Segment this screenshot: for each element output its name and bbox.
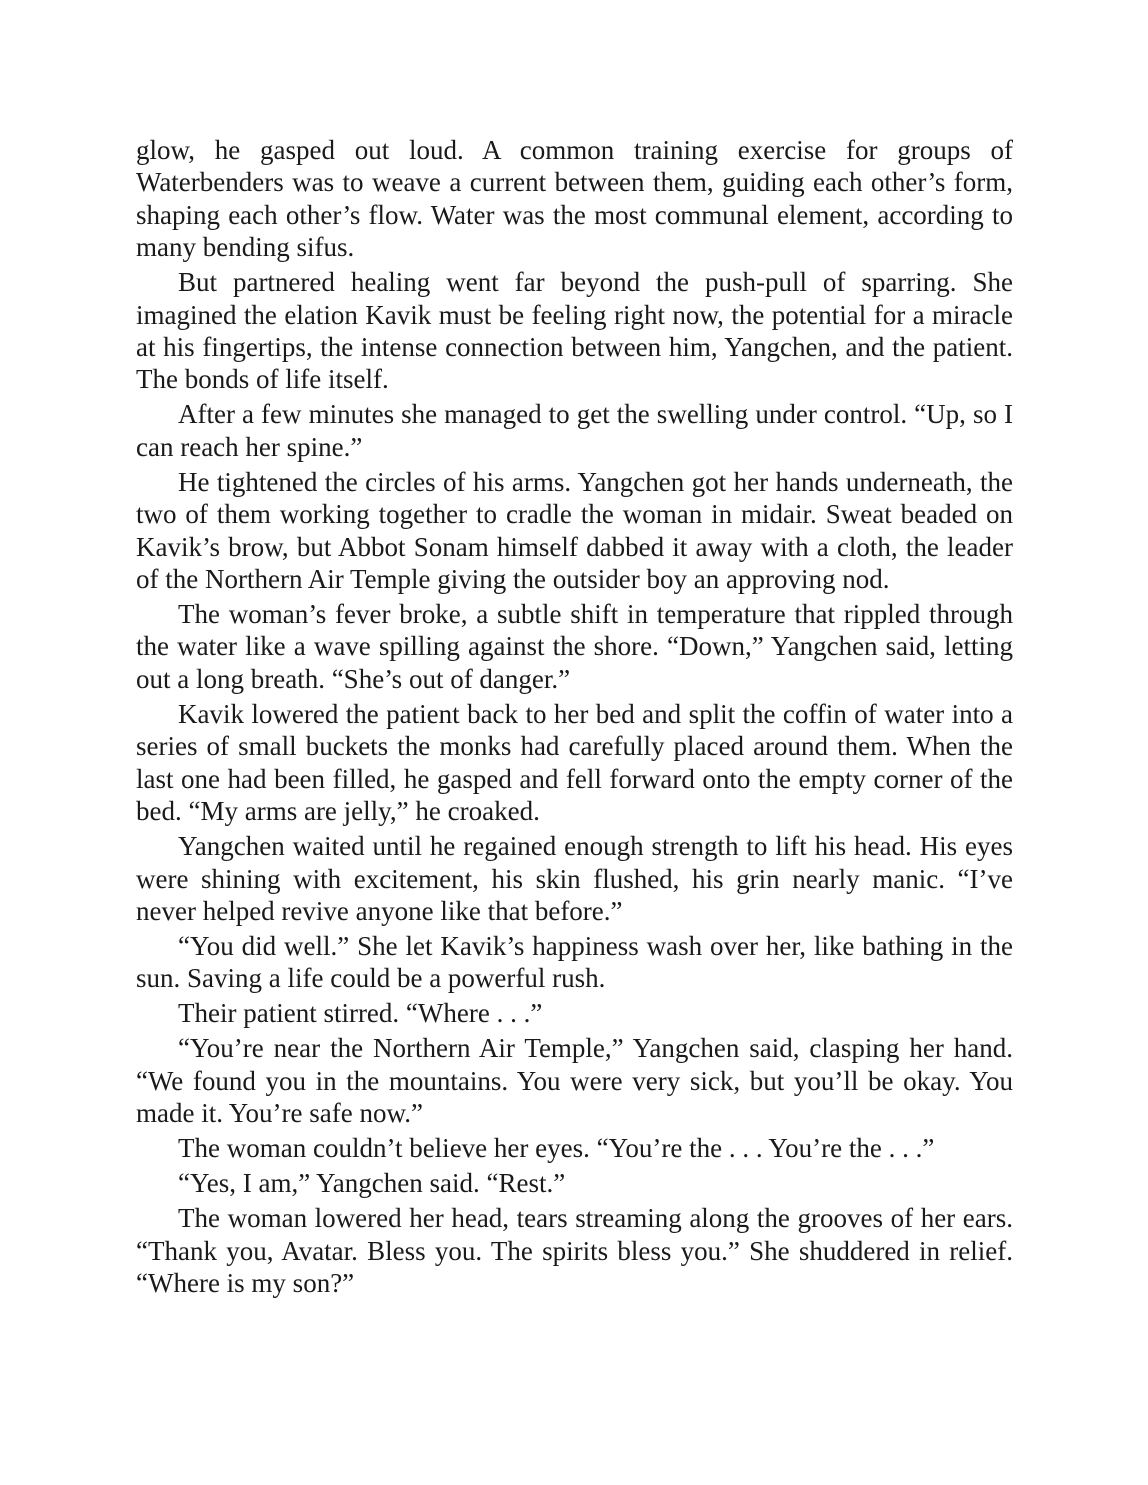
paragraph: “You’re near the Northern Air Temple,” Yangchen said, clasping her hand. “We found you in the mountains. You were very sick, but you’ll be okay. You made it. You’re safe now.” [136,1033,1013,1129]
paragraph: The woman couldn’t believe her eyes. “You’re the . . . You’re the . . .” [178,1133,935,1164]
paragraph: Kavik lowered the patient back to her bed and split the coffin of water into a series of small buckets the monks had carefully placed around them. When the last one had been filled, he gasped and fell forward onto the empty corner of the bed. “My arms are jelly,” he croaked. [136,698,1013,827]
paragraph: Yangchen waited until he regained enough strength to lift his head. His eyes were shining with excitement, his skin flushed, his grin nearly manic. “I’ve never helped revive anyone like that before.” [136,831,1013,926]
paragraph: The woman lowered her head, tears streaming along the grooves of her ears. “Thank you, Avatar. Bless you. The spirits bless you.” She shuddered in relief. “Where is my son?” [136,1203,1013,1298]
book-page [136,134,1013,1302]
paragraph: After a few minutes she managed to get the swelling under control. “Up, so I can reach her spine.” [136,399,1013,462]
paragraph: But partnered healing went far beyond the push-pull of sparring. She imagined the elation Kavik must be feeling right now, the potential for a miracle at his fingertips, the intense connection between him, Yangchen, and the patient. The bonds of life itself. [136,267,1013,395]
paragraph: “You did well.” She let Kavik’s happiness wash over her, like bathing in the sun. Saving a life could be a powerful rush. [136,930,1013,994]
paragraph: He tightened the circles of his arms. Yangchen got her hands underneath, the two of them working together to cradle the woman in midair. Sweat beaded on Kavik’s brow, but Abbot Sonam himself dabbed it away with a cloth, the leader of the Northern Air Temple giving the outsider boy an approving nod. [136,466,1013,595]
paragraph: The woman’s fever broke, a subtle shift in temperature that rippled through the water like a wave spilling against the shore. “Down,” Yangchen said, letting out a long breath. “She’s out of danger.” [136,599,1013,694]
paragraph: “Yes, I am,” Yangchen said. “Rest.” [178,1168,566,1199]
paragraph: glow, he gasped out loud. A common training exercise for groups of Waterbenders was to weave a current between them, guiding each other’s form, shaping each other’s flow. Water was the most communal element, according to many bending sifus. [136,135,1013,263]
paragraph: Their patient stirred. “Where . . .” [178,998,543,1029]
